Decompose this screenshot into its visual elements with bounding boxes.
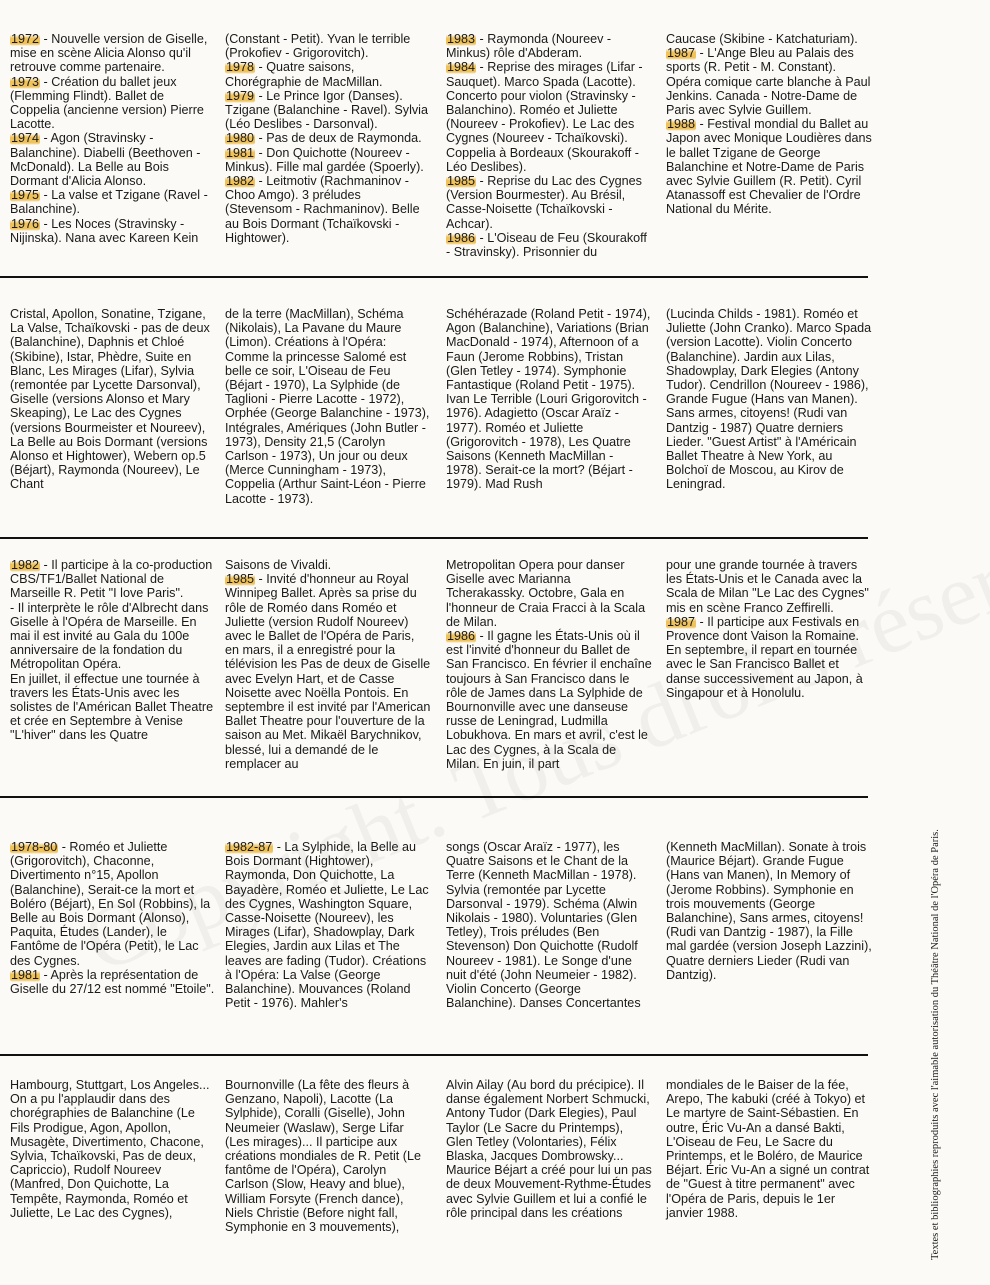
entry-text: - Leitmotiv (Rachmaninov - Choo Amgo). 3 préludes (Stevensom - Rachmaninov). Belle au Bois Dormant (Tchaïkovski - Hightower). xyxy=(225,174,420,245)
entry-text: - Il gagne les États-Unis où il est l'invité d'honneur du Ballet de San Francisco. En février il enchaîne toujours à San Francisco dans le rôle de James dans La Sylphide de Bournonville avec une danseuse russe de Leningrad, Ludmilla Lobukhova. En mars et avril, c'est le Lac des Cygnes, à la Scala de Milan. En juin, il part xyxy=(446,629,652,771)
entry xyxy=(225,60,431,88)
entry xyxy=(666,1078,872,1220)
entry xyxy=(225,89,431,132)
year-highlight: 1987 xyxy=(667,614,696,629)
entry-text: (Kenneth MacMillan). Sonate à trois (Maurice Béjart). Grande Fugue (Hans van Manen), In Memory of (Jerome Robbins). Symphonie en trois mouvements (George Balanchine), Sans armes, citoyens! (Rudi van Dantzig - 1987), la Fille mal gardée (version Joseph Lazzini), Quatre derniers Lieder (Rudi van Dantzig). xyxy=(666,840,872,982)
entry-text: - Reprise des mirages (Lifar - Sauquet). Marco Spada (Lacotte). Concerto pour violon (Stravinsky - Balanchino). Roméo et Juliette (Noureev - Prokofiev). Le Lac des Cygnes (Noureev - Tchaïkovski). Coppelia à Bordeaux (Skourakoff - Léo Deslibes). xyxy=(446,60,643,174)
year-highlight: 1986 xyxy=(447,629,476,644)
year-highlight: 1983 xyxy=(447,32,476,46)
divider-4 xyxy=(0,1054,868,1056)
band1-col4 xyxy=(666,32,872,217)
year-highlight: 1986 xyxy=(447,230,476,245)
divider-3 xyxy=(0,796,868,798)
year-highlight: 1985 xyxy=(226,572,255,587)
divider-2 xyxy=(0,537,868,539)
entry xyxy=(666,615,872,700)
entry-text: - Festival mondial du Ballet au Japon avec Monique Loudières dans le ballet Tzigane de George Balanchine et Notre-Dame de Paris avec Sylvie Guillem (R. Petit). Cyril Atanassoff est Chevalier de l'Ordre National du Mérite. xyxy=(666,117,872,217)
year-highlight: 1981 xyxy=(226,145,255,160)
band4-col2 xyxy=(225,840,431,1010)
side-note: Textes et bibliographies reproduits avec l'aimable autorisation du Théâtre National de l'Opéra de Paris. xyxy=(930,829,941,1260)
entry-text: - L'Oiseau de Feu (Skourakoff - Stravinsky). Prisonnier du xyxy=(446,230,647,260)
year-highlight: 1985 xyxy=(447,174,476,189)
entry-text: En juillet, il effectue une tournée à travers les États-Unis avec les solistes de l'Américan Ballet Theatre et crée en Septembre à Venise "L'hiver" dans les Quatre xyxy=(10,671,214,743)
year-highlight: 1981 xyxy=(11,967,40,982)
entry-text: - Don Quichotte (Noureev - Minkus). Fille mal gardée (Spoerly). xyxy=(225,145,424,174)
band5-col3 xyxy=(446,1078,652,1220)
band3-col2 xyxy=(225,558,431,771)
entry-text: Metropolitan Opera pour danser Giselle avec Marianna Tcherakassky. Octobre, Gala en l'honneur de Craia Fracci à la Scala de Milan. xyxy=(446,558,646,629)
entry-text: songs (Oscar Araïz - 1977), les Quatre Saisons et le Chant de la Terre (Kenneth MacMillan - 1978). Sylvia (remontée par Lycette Darsonval - 1979). Schéma (Alwin Nikolais - 1980). Voluntaries (Glen Tetley), Trois préludes (Ben Stevenson) Don Quichotte (Rudolf Noureev - 1981). Le Songe d'une nuit d'été (John Neumeier - 1982). Violin Concerto (George Balanchine). Danses Concertantes xyxy=(446,840,641,1011)
year-highlight: 1984 xyxy=(447,60,476,75)
band5-col2 xyxy=(225,1078,431,1234)
entry xyxy=(225,174,431,245)
entry-text: - L'Ange Bleu au Palais des sports (R. Petit - M. Constant). Opéra comique carte blanche à Paul Jenkins. Canada - Notre-Dame de Paris avec Sylvie Guillem. xyxy=(666,46,871,118)
entry xyxy=(10,188,216,216)
entry xyxy=(225,840,431,1010)
band2-col3 xyxy=(446,307,652,492)
entry-text: - Après la représentation de Giselle du 27/12 est nommé "Etoile". xyxy=(10,967,215,997)
entry xyxy=(446,629,652,771)
entry-text: - Le Prince Igor (Danses). Tzigane (Balanchine - Ravel). Sylvia (Léo Deslibes - Darsonval). xyxy=(225,88,428,132)
entry-text: Bournonville (La fête des fleurs à Genzano, Napoli), Lacotte (La Sylphide), Coralli (Giselle), John Neumeier (Waslaw), Serge Lifar (Les mirages)... Il participe aux créations mondiales de R. Petit (Le fantôme de l'Opéra), Carolyn Carlson (Slow, Heavy and blue), William Forsyte (French dance), Niels Christie (Before night fall, Symphonie en 3 mouvements), xyxy=(225,1078,422,1235)
entry-text: Cristal, Apollon, Sonatine, Tzigane, La Valse, Tchaïkovski - pas de deux (Balanchine), Daphnis et Chloé (Skibine), Istar, Phèdre, Suite en Blanc, Les Mirages (Lifar), Sylvia (remontée par Lycette Darsonval), Giselle (versions Alonso et Mary Skeaping), Le Lac des Cygnes (versions Bourmeister et Noureev), La Belle au Bois Dormant (versions Alonso et Hightower), Webern op.5 (Béjart), Raymonda (Noureev), Le Chant xyxy=(10,307,210,492)
entry-text: - Les Noces (Stravinsky - Nijinska). Nana avec Kareen Kein xyxy=(10,216,199,245)
year-highlight: 1987 xyxy=(667,46,696,61)
entry-text: - Raymonda (Noureev - Minkus) rôle d'Abderam. xyxy=(446,32,612,61)
year-highlight: 1979 xyxy=(226,88,255,103)
divider-1 xyxy=(0,276,868,278)
entry xyxy=(225,307,431,506)
entry-text: de la terre (MacMillan), Schéma (Nikolais), La Pavane du Maure (Limon). Créations à l'Opéra: Comme la princesse Salomé est belle ce soir, L'Oiseau de Feu (Béjart - 1970), La Sylphide (de Taglioni - Pierre Lacotte - 1972), Orphée (George Balanchine - 1973), Intégrales, Amériques (John Butler - 1973), Density 21,5 (Carolyn Carlson - 1973), Un jour ou deux (Merce Cunningham - 1973), Coppelia (Arthur Saint-Léon - Pierre Lacotte - 1973). xyxy=(225,307,430,506)
entry xyxy=(10,217,216,245)
entry-text: Alvin Ailay (Au bord du précipice). Il danse également Norbert Schmucki, Antony Tudor (Dark Elegies), Paul Taylor (Le Sacre du Printemps), Glen Tetley (Volontaries), Félix Blaska, Jacques Dombrowsky... Maurice Béjart a créé pour lui un pas de deux Mouvement-Rythme-Études avec Sylvie Guillem et lui a confié le rôle principal dans les créations xyxy=(446,1078,652,1220)
entry-text: - Pas de deux de Raymonda. xyxy=(255,131,422,146)
year-highlight: 1976 xyxy=(11,216,40,231)
year-highlight: 1978-80 xyxy=(11,840,58,854)
band2-col4 xyxy=(666,307,872,492)
band5-col4 xyxy=(666,1078,872,1220)
entry-text: - La Sylphide, la Belle au Bois Dormant (Hightower), Raymonda, Don Quichotte, La Bayadère, Roméo et Juliette, Le Lac des Cygnes, Washington Square, Casse-Noisette (Noureev), les Mirages (Lifar), Shadowplay, Dark Elegies, Jardin aux Lilas et The leaves are fading (Tudor). Créations à l'Opéra: La Valse (George Balanchine). Mouvances (Roland Petit - 1976). Mahler's xyxy=(225,840,429,1011)
entry-text: - Il interprète le rôle d'Albrecht dans Giselle à l'Opéra de Marseille. En mai il est invité au Gala du 100e anniversaire de la fondation du Métropolitan Opéra. xyxy=(10,600,209,672)
entry-text: - Quatre saisons, Chorégraphie de MacMillan. xyxy=(225,60,383,89)
band3-col1 xyxy=(10,558,216,743)
entry xyxy=(10,32,216,75)
band3-col4 xyxy=(666,558,872,700)
entry-text: Hambourg, Stuttgart, Los Angeles... On a pu l'applaudir dans des chorégraphies de Balanchine (Le Fils Prodigue, Agon, Apollon, Musagète, Divertimento, Chacone, Sylvia, Tchaïkovski, Pas de deux, Capriccio), Rudolf Noureev (Manfred, Don Quichotte, La Tempête, Raymonda, Roméo et Juliette, Le Lac des Cygnes), xyxy=(10,1078,210,1220)
entry xyxy=(446,840,652,1010)
entry xyxy=(446,1078,652,1220)
entry xyxy=(225,572,431,771)
entry-text: mondiales de le Baiser de la fée, Arepo, The kabuki (créé à Tokyo) et Le martyre de Saint-Sébastien. En outre, Éric Vu-An a dansé Bakti, L'Oiseau de Feu, Le Sacre du Printemps, et le Boléro, de Maurice Béjart. Éric Vu-An a signé un contrat de "Guest à titre permanent" avec l'Opéra de Paris, depuis le 1er janvier 1988. xyxy=(666,1078,870,1220)
band1-col1 xyxy=(10,32,216,245)
band2-col1 xyxy=(10,307,216,492)
entry xyxy=(10,840,216,968)
entry-text: (Lucinda Childs - 1981). Roméo et Juliette (John Cranko). Marco Spada (version Lacotte). Violin Concerto (Balanchine). Jardin aux Lilas, Shadowplay, Dark Elegies (Antony Tudor). Cendrillon (Noureev - 1986), Grande Fugue (Hans van Manen). Sans armes, citoyens! (Rudi van Dantzig - 1987) Quatre derniers Lieder. "Guest Artist" à l'Américain Ballet Theatre à New York, au Bolchoï de Moscou, au Kirov de Leningrad. xyxy=(666,307,872,492)
year-highlight: 1978 xyxy=(226,60,255,75)
entry xyxy=(225,558,431,572)
entry-text: - Nouvelle version de Giselle, mise en scène Alicia Alonso qu'il retrouve comme partenaire. xyxy=(10,32,208,75)
band4-col4 xyxy=(666,840,872,982)
entry-text: Saisons de Vivaldi. xyxy=(225,558,332,572)
entry xyxy=(225,131,431,145)
entry-text: Caucase (Skibine - Katchaturiam). xyxy=(666,32,858,46)
year-highlight: 1972 xyxy=(11,32,40,46)
entry-text: - Roméo et Juliette (Grigorovitch), Chaconne, Divertimento n°15, Apollon (Balanchine), Serait-ce la mort et Boléro (Béjart), En Sol (Robbins), la Belle au Bois Dormant (Alonso), Paquita, Études (Lander), le Fantôme de l'Opéra (Petit), le Lac des Cygnes. xyxy=(10,840,211,968)
entry xyxy=(10,1078,216,1220)
entry-text: (Constant - Petit). Yvan le terrible (Prokofiev - Grigorovitch). xyxy=(225,32,411,61)
band1-col3 xyxy=(446,32,652,259)
band1-col2 xyxy=(225,32,431,245)
band2-col2 xyxy=(225,307,431,506)
year-highlight: 1974 xyxy=(11,131,40,146)
entry xyxy=(666,840,872,982)
entry-text: - Il participe aux Festivals en Provence dont Vaison la Romaine. En septembre, il repart en tournée avec le San Francisco Ballet et danse successivement au Japon, à Singapour et à Honolulu. xyxy=(666,614,863,700)
entry-text: - Agon (Stravinsky - Balanchine). Diabelli (Beethoven - McDonald). La Belle au Bois Dormant d'Alicia Alonso. xyxy=(10,131,201,189)
year-highlight: 1982 xyxy=(226,174,255,189)
band3-col3 xyxy=(446,558,652,771)
entry xyxy=(10,968,216,996)
entry xyxy=(446,174,652,231)
year-highlight: 1980 xyxy=(226,131,255,146)
entry xyxy=(446,307,652,492)
entry xyxy=(10,558,216,601)
entry-text: pour une grande tournée à travers les États-Unis et le Canada avec la Scala de Milan "Le Lac des Cygnes" mis en scène Franco Zeffirelli. xyxy=(666,558,869,615)
entry xyxy=(10,672,216,743)
entry xyxy=(666,558,872,615)
year-highlight: 1973 xyxy=(11,74,40,89)
entry xyxy=(225,32,431,60)
entry xyxy=(10,131,216,188)
entry xyxy=(446,60,652,174)
entry xyxy=(225,146,431,174)
entry-text: - Reprise du Lac des Cygnes (Version Bourmester). Au Brésil, Casse-Noisette (Tchaïkovski - Achcar). xyxy=(446,174,642,231)
entry xyxy=(446,231,652,259)
entry-text: - Création du ballet jeux (Flemming Flindt). Ballet de Coppelia (ancienne version) Pierre Lacotte. xyxy=(10,74,204,132)
entry-text: - Il participe à la co-production CBS/TF1/Ballet National de Marseille R. Petit "I love Paris". xyxy=(10,558,213,601)
entry xyxy=(666,117,872,216)
entry-text: Schéhérazade (Roland Petit - 1974), Agon (Balanchine), Variations (Brian MacDonald - 1974), Afternoon of a Faun (Jerome Robbins), Tristan (Glen Tetley - 1974). Symphonie Fantastique (Roland Petit - 1975). Ivan Le Terrible (Louri Grigorovitch - 1976). Adagietto (Oscar Araïz - 1977). Roméo et Juliette (Grigorovitch - 1978), Les Quatre Saisons (Kenneth MacMillan - 1978). Serait-ce la mort? (Béjart - 1979). Mad Rush xyxy=(446,307,651,492)
entry xyxy=(10,601,216,672)
entry-text: - Invité d'honneur au Royal Winnipeg Ballet. Après sa prise du rôle de Roméo dans Roméo et Juliette (version Rudolf Noureev) avec le Ballet de l'Opéra de Paris, en mars, il a enregistré pour la télévision les Pas de deux de Giselle avec Evelyn Hart, et de Casse Noisette avec Noëlla Pontois. En septembre il est invité par l'American Ballet Theatre pour l'ouverture de la saison au Met. Mikaël Barychnikov, blessé, lui a demandé de le remplacer au xyxy=(225,572,431,771)
entry xyxy=(446,32,652,60)
entry xyxy=(666,46,872,117)
entry xyxy=(666,307,872,492)
entry xyxy=(225,1078,431,1234)
band5-col1 xyxy=(10,1078,216,1220)
year-highlight: 1975 xyxy=(11,188,40,203)
entry-text: - La valse et Tzigane (Ravel - Balanchine). xyxy=(10,188,208,217)
entry xyxy=(10,307,216,492)
entry xyxy=(10,75,216,132)
band4-col1 xyxy=(10,840,216,996)
entry xyxy=(666,32,872,46)
band4-col3 xyxy=(446,840,652,1010)
year-highlight: 1988 xyxy=(667,117,696,132)
year-highlight: 1982 xyxy=(11,558,40,572)
entry xyxy=(446,558,652,629)
year-highlight: 1982-87 xyxy=(226,840,273,854)
